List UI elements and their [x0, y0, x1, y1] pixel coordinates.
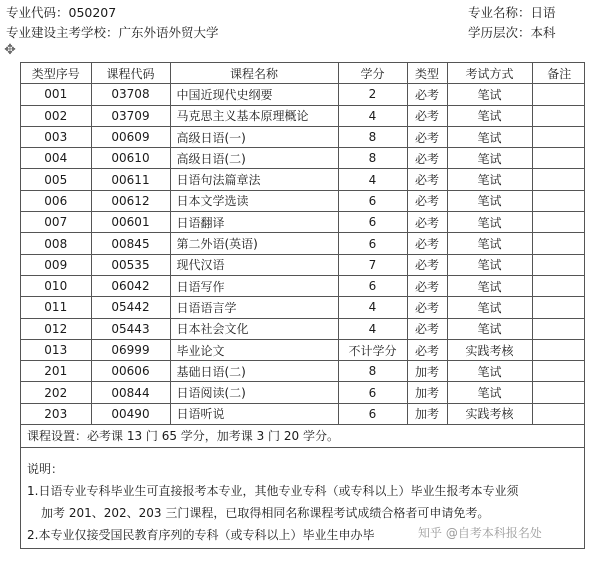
table-row	[21, 254, 585, 275]
table-cell: 笔试	[447, 382, 532, 403]
table-cell: 笔试	[447, 361, 532, 382]
table-row	[21, 105, 585, 126]
table-cell: 必考	[407, 169, 447, 190]
table-row	[21, 382, 585, 403]
table-cell: 基础日语(二)	[170, 361, 338, 382]
table-cell: 必考	[407, 318, 447, 339]
table-cell: 日语句法篇章法	[170, 169, 338, 190]
table-cell: 00845	[91, 233, 170, 254]
table-cell: 笔试	[447, 169, 532, 190]
table-cell: 必考	[407, 84, 447, 105]
table-cell: 00535	[91, 254, 170, 275]
table-cell: 日语语言学	[170, 297, 338, 318]
table-cell: 高级日语(一)	[170, 126, 338, 147]
table-cell: 00612	[91, 190, 170, 211]
table-cell: 笔试	[447, 105, 532, 126]
table-cell: 003	[21, 126, 91, 147]
table-cell: 008	[21, 233, 91, 254]
table-cell: 笔试	[447, 212, 532, 233]
table-cell: 201	[21, 361, 91, 382]
table-cell: 日本文学选读	[170, 190, 338, 211]
table-cell: 笔试	[447, 126, 532, 147]
table-row	[21, 126, 585, 147]
table-cell	[532, 275, 585, 296]
header-cell: 类型序号	[21, 63, 91, 84]
table-cell: 06042	[91, 275, 170, 296]
table-cell: 012	[21, 318, 91, 339]
table-row	[21, 361, 585, 382]
table-cell	[532, 169, 585, 190]
table-cell: 笔试	[447, 190, 532, 211]
table-cell: 必考	[407, 297, 447, 318]
table-cell: 03709	[91, 105, 170, 126]
table-cell: 实践考核	[447, 403, 532, 424]
table-row	[21, 297, 585, 318]
table-cell: 必考	[407, 212, 447, 233]
table-cell: 笔试	[447, 297, 532, 318]
header-cell: 课程代码	[91, 63, 170, 84]
table-cell	[532, 339, 585, 360]
table-cell: 6	[338, 382, 407, 403]
table-cell: 05443	[91, 318, 170, 339]
major-code: 专业代码：050207	[6, 5, 117, 20]
table-cell: 4	[338, 105, 407, 126]
table-cell: 06999	[91, 339, 170, 360]
header-cell: 学分	[338, 63, 407, 84]
move-arrows-icon[interactable]: ✥	[4, 42, 16, 58]
table-cell: 中国近现代史纲要	[170, 84, 338, 105]
course-table-frame	[20, 62, 585, 549]
table-cell: 00601	[91, 212, 170, 233]
table-cell: 8	[338, 361, 407, 382]
table-cell: 4	[338, 297, 407, 318]
table-cell: 007	[21, 212, 91, 233]
table-cell	[532, 254, 585, 275]
table-cell	[532, 297, 585, 318]
table-cell: 日语翻译	[170, 212, 338, 233]
table-cell: 4	[338, 318, 407, 339]
table-cell: 8	[338, 148, 407, 169]
table-cell: 日本社会文化	[170, 318, 338, 339]
table-cell: 009	[21, 254, 91, 275]
table-cell: 6	[338, 275, 407, 296]
table-cell: 加考	[407, 403, 447, 424]
table-cell: 笔试	[447, 233, 532, 254]
table-cell: 必考	[407, 275, 447, 296]
table-row	[21, 148, 585, 169]
table-cell	[532, 84, 585, 105]
table-cell: 必考	[407, 254, 447, 275]
table-cell: 马克思主义基本原理概论	[170, 105, 338, 126]
header-cell: 备注	[532, 63, 585, 84]
header-cell: 考试方式	[447, 63, 532, 84]
note-line: 2.本专业仅接受国民教育序列的专科（或专科以上）毕业生申办毕	[27, 528, 375, 543]
table-header-row	[21, 63, 585, 84]
table-cell: 00610	[91, 148, 170, 169]
table-row	[21, 318, 585, 339]
table-cell: 002	[21, 105, 91, 126]
table-cell	[532, 361, 585, 382]
table-cell: 必考	[407, 148, 447, 169]
table-cell: 001	[21, 84, 91, 105]
major-name: 专业名称：日语	[468, 5, 556, 20]
table-cell	[532, 382, 585, 403]
table-cell: 011	[21, 297, 91, 318]
table-row	[21, 233, 585, 254]
table-cell: 笔试	[447, 275, 532, 296]
table-cell: 加考	[407, 361, 447, 382]
table-row	[21, 275, 585, 296]
table-cell: 不计学分	[338, 339, 407, 360]
table-row	[21, 84, 585, 105]
table-cell: 03708	[91, 84, 170, 105]
table-cell: 实践考核	[447, 339, 532, 360]
table-cell: 005	[21, 169, 91, 190]
table-cell: 必考	[407, 190, 447, 211]
course-summary: 课程设置：必考课 13 门 65 学分，加考课 3 门 20 学分。	[21, 425, 584, 448]
table-cell: 必考	[407, 105, 447, 126]
table-cell: 004	[21, 148, 91, 169]
table-cell: 00844	[91, 382, 170, 403]
table-cell	[532, 190, 585, 211]
table-cell	[532, 212, 585, 233]
table-cell: 00611	[91, 169, 170, 190]
table-cell	[532, 126, 585, 147]
table-cell: 日语听说	[170, 403, 338, 424]
course-table	[21, 63, 585, 425]
table-cell: 笔试	[447, 254, 532, 275]
table-cell: 8	[338, 126, 407, 147]
table-cell: 日语阅读(二)	[170, 382, 338, 403]
table-cell: 加考	[407, 382, 447, 403]
table-cell: 203	[21, 403, 91, 424]
table-cell	[532, 403, 585, 424]
table-cell: 必考	[407, 126, 447, 147]
table-cell: 00490	[91, 403, 170, 424]
table-cell: 高级日语(二)	[170, 148, 338, 169]
table-cell: 006	[21, 190, 91, 211]
note-line: 1.日语专业专科毕业生可直接报考本专业，其他专业专科（或专科以上）毕业生报考本专业须	[27, 484, 519, 499]
notes-title: 说明：	[27, 462, 64, 477]
table-cell: 现代汉语	[170, 254, 338, 275]
table-cell: 013	[21, 339, 91, 360]
table-cell	[532, 105, 585, 126]
table-cell	[532, 233, 585, 254]
table-cell: 第二外语(英语)	[170, 233, 338, 254]
header-cell: 课程名称	[170, 63, 338, 84]
table-cell: 00606	[91, 361, 170, 382]
table-row	[21, 169, 585, 190]
table-row	[21, 403, 585, 424]
watermark: 知乎 @自考本科报名处	[418, 526, 542, 540]
table-cell: 6	[338, 403, 407, 424]
table-cell: 4	[338, 169, 407, 190]
header-cell: 类型	[407, 63, 447, 84]
school-name: 专业建设主考学校：广东外语外贸大学	[6, 25, 219, 40]
table-row	[21, 212, 585, 233]
education-level: 学历层次：本科	[468, 25, 556, 40]
table-cell: 必考	[407, 339, 447, 360]
table-cell: 6	[338, 212, 407, 233]
table-cell: 6	[338, 190, 407, 211]
table-cell: 日语写作	[170, 275, 338, 296]
table-row	[21, 339, 585, 360]
table-cell: 00609	[91, 126, 170, 147]
table-cell: 笔试	[447, 318, 532, 339]
table-cell	[532, 148, 585, 169]
table-cell: 2	[338, 84, 407, 105]
table-cell: 7	[338, 254, 407, 275]
table-row	[21, 190, 585, 211]
table-cell: 毕业论文	[170, 339, 338, 360]
table-cell: 必考	[407, 233, 447, 254]
table-cell: 6	[338, 233, 407, 254]
table-cell: 05442	[91, 297, 170, 318]
note-line: 加考 201、202、203 三门课程，已取得相同名称课程考试成绩合格者可申请免考。	[41, 506, 490, 521]
table-cell	[532, 318, 585, 339]
table-cell: 010	[21, 275, 91, 296]
table-cell: 笔试	[447, 148, 532, 169]
table-cell: 202	[21, 382, 91, 403]
table-cell: 笔试	[447, 84, 532, 105]
